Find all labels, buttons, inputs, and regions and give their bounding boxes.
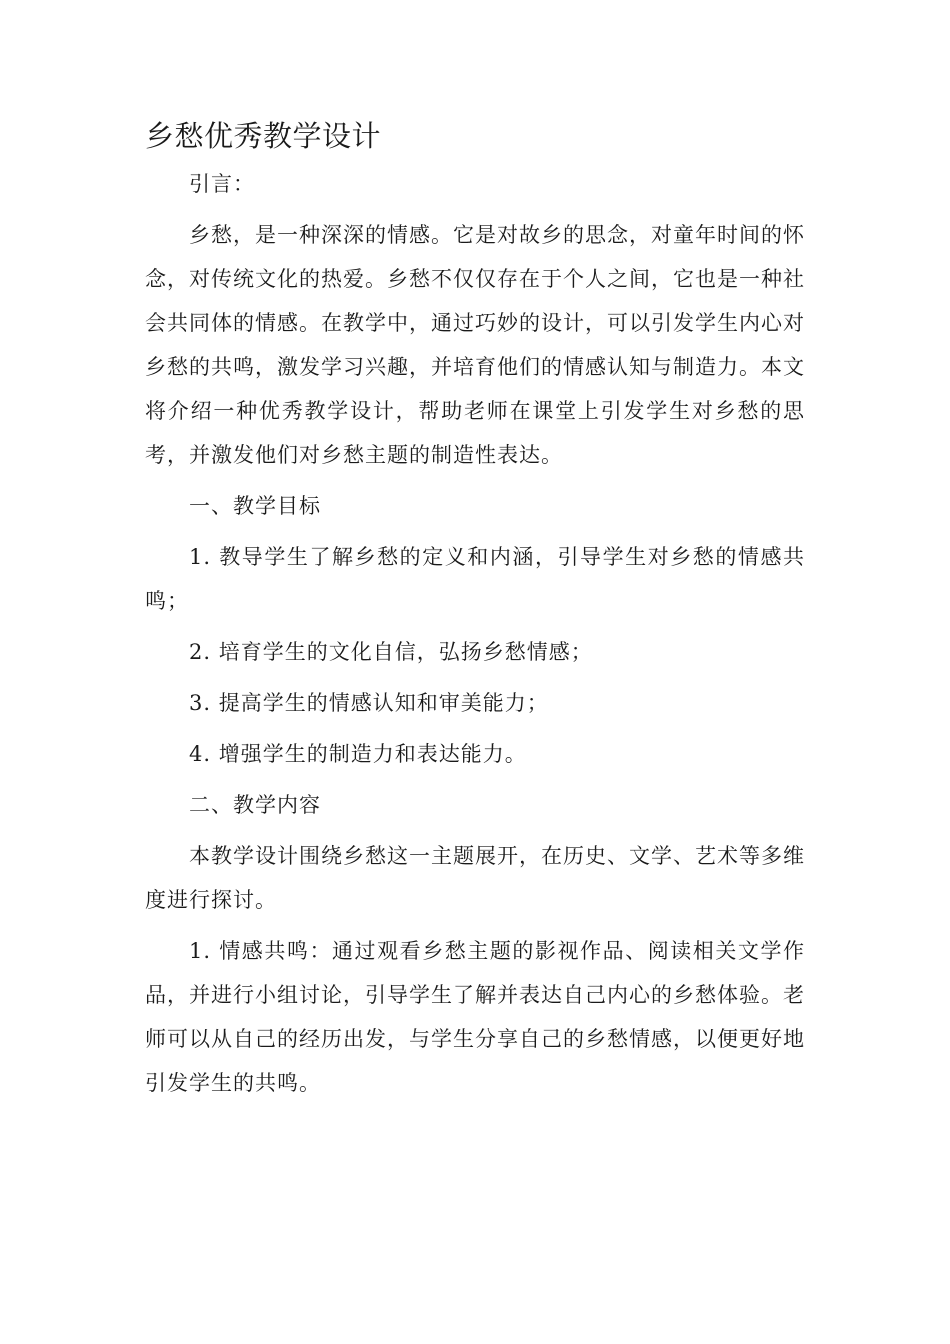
goal-item-2: 2. 培育学生的文化自信，弘扬乡愁情感； bbox=[189, 640, 593, 664]
goal-item-4: 4. 增强学生的制造力和表达能力。 bbox=[189, 742, 527, 766]
document-title: 乡愁优秀教学设计 bbox=[145, 119, 382, 153]
section-heading-content: 二、教学内容 bbox=[189, 793, 321, 817]
goal-item-3: 3. 提高学生的情感认知和审美能力； bbox=[189, 691, 549, 715]
intro-label: 引言： bbox=[189, 172, 255, 196]
intro-paragraph: 乡愁，是一种深深的情感。它是对故乡的思念，对童年时间的怀念，对传统文化的热爱。乡愁不仅仅存在于个人之间，它也是一种社会共同体的情感。在教学中，通过巧妙的设计，可以引发学生内心对乡愁的共鸣，激发学习兴趣，并培育他们的情感认知与制造力。本文将介绍一种优秀教学设计，帮助老师在课堂上引发学生对乡愁的思考，并激发他们对乡愁主题的制造性表达。 bbox=[145, 223, 805, 467]
document-page bbox=[145, 112, 805, 1112]
goal-item-1: 1. 教导学生了解乡愁的定义和内涵，引导学生对乡愁的情感共鸣； bbox=[145, 545, 805, 613]
content-item-1: 1. 情感共鸣：通过观看乡愁主题的影视作品、阅读相关文学作品，并进行小组讨论，引导学生了解并表达自己内心的乡愁体验。老师可以从自己的经历出发，与学生分享自己的乡愁情感，以便更好地引发学生的共鸣。 bbox=[145, 939, 805, 1095]
section-heading-goals: 一、教学目标 bbox=[189, 494, 321, 518]
content-intro-paragraph: 本教学设计围绕乡愁这一主题展开，在历史、文学、艺术等多维度进行探讨。 bbox=[145, 844, 805, 912]
